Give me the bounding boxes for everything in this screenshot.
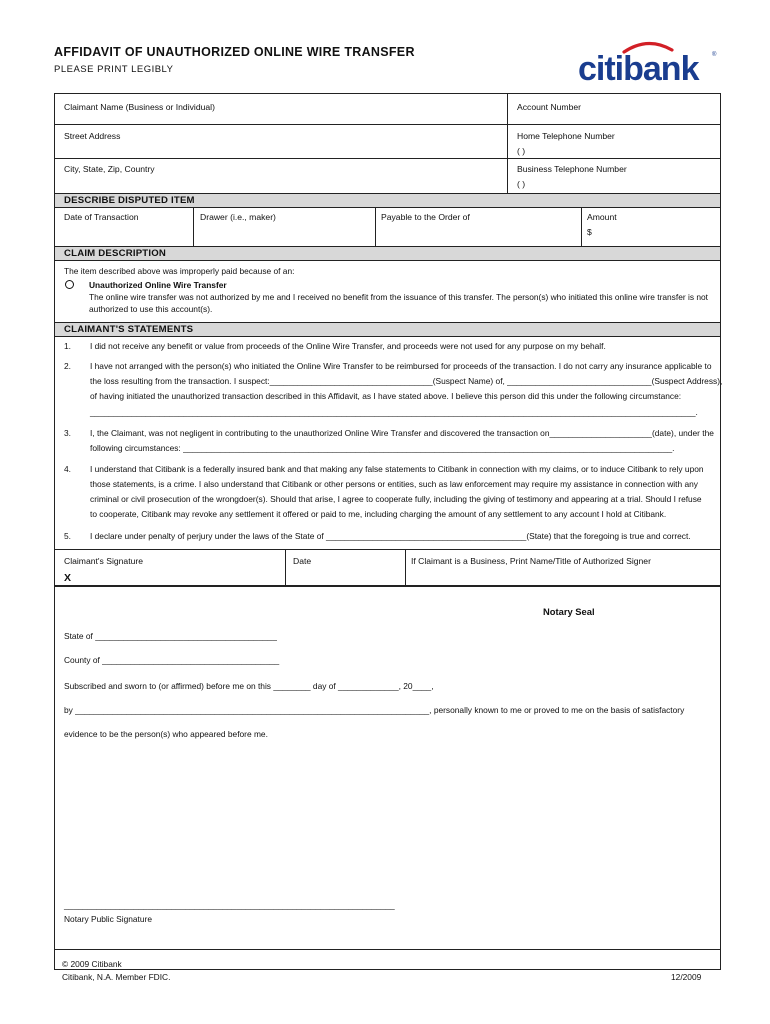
statement-3-line-2: following circumstances: _________________________________________________________________________________________________________.: [90, 443, 675, 453]
home-phone-label: Home Telephone Number: [517, 131, 615, 141]
statement-3-line-1: I, the Claimant, was not negligent in contributing to the unauthorized Online Wire Transfer and discovered the transaction on______________________(date), under the: [90, 428, 714, 438]
page-subtitle: PLEASE PRINT LEGIBLY: [54, 64, 174, 75]
amount-dollar-sign: $: [587, 227, 592, 237]
statement-4-line-2: those statements, is a crime. I also understand that Citibank or other persons or entities, such as law enforcement may require my assistance in connection with any: [90, 479, 698, 489]
city-state-label: City, State, Zip, Country: [64, 164, 155, 174]
notary-state-line: State of _______________________________________: [64, 631, 277, 641]
statement-2-number: 2.: [64, 361, 71, 371]
home-phone-parens: ( ): [517, 146, 526, 156]
claim-description-title: CLAIM DESCRIPTION: [64, 248, 167, 259]
business-phone-label: Business Telephone Number: [517, 164, 627, 174]
payable-to-label: Payable to the Order of: [381, 212, 470, 222]
footer-member-fdic: Citibank, N.A. Member FDIC.: [62, 972, 171, 982]
street-address-label: Street Address: [64, 131, 121, 141]
statement-3-number: 3.: [64, 428, 71, 438]
statement-2-line-2: the loss resulting from the transaction. I suspect:___________________________________(Suspect Name) of, _______________________________(Suspect Address),: [90, 376, 723, 386]
statement-2-line-3: of having initiated the unauthorized transaction described in this Affidavit, as I have stated above. I believe this person did this under the following circumstance:: [90, 391, 682, 401]
drawer-label: Drawer (i.e., maker): [200, 212, 276, 222]
signature-date-label: Date: [293, 556, 312, 566]
statement-2-line-1: I have not arranged with the person(s) who initiated the Online Wire Transfer to be reimbursed for proceeds of the transaction. I do not carry any insurance applicable to: [90, 361, 712, 371]
unauthorized-transfer-text: The online wire transfer was not authorized by me and I received no benefit from the issuance of this transfer. The person(s) who initiated this online wire transfer is not authorized to use this account(s).: [89, 292, 708, 314]
statement-5-text: I declare under penalty of perjury under the laws of the State of ___________________________________________(State) that the foregoing is true and correct.: [90, 531, 691, 541]
signature-x-mark: X: [64, 572, 72, 584]
statement-1-number: 1.: [64, 341, 71, 351]
date-of-transaction-label: Date of Transaction: [64, 212, 139, 222]
unauthorized-transfer-radio[interactable]: [65, 280, 74, 289]
footer-copyright: © 2009 Citibank: [62, 959, 122, 969]
statement-2-line-4: __________________________________________________________________________________________________________________________________.: [90, 407, 698, 417]
claimant-signature-label: Claimant's Signature: [64, 556, 144, 566]
svg-text:®: ®: [712, 52, 717, 58]
account-number-label: Account Number: [517, 102, 582, 112]
page-title: AFFIDAVIT OF UNAUTHORIZED ONLINE WIRE TRANSFER: [54, 45, 415, 59]
notary-seal-label: Notary Seal: [543, 606, 595, 617]
logo-text: citibank: [578, 50, 699, 84]
statement-1-text: I did not receive any benefit or value from proceeds of the Online Wire Transfer, and proceeds were not used for any purpose on my behalf.: [90, 341, 606, 351]
business-phone-parens: ( ): [517, 179, 526, 189]
citibank-logo: [578, 40, 718, 84]
statement-5-number: 5.: [64, 531, 71, 541]
statement-4-line-1: I understand that Citibank is a federally insured bank and that making any false statements to Citibank in connection with my claims, or to induce Citibank to rely upon: [90, 464, 704, 474]
statement-4-line-4: to cooperate, Citibank may revoke any settlement it offered or paid to me, including charging the amount of any settlement to any account I hold at Citibank.: [90, 509, 667, 519]
amount-label: Amount: [587, 212, 617, 222]
claim-intro: The item described above was improperly paid because of an:: [64, 266, 295, 276]
statements-title: CLAIMANT'S STATEMENTS: [64, 324, 194, 335]
statement-4-line-3: criminal or civil prosecution of the wrongdoer(s). Should that arise, I agree to cooperate fully, including the giving of testimony and appearing at a trial. Should I refuse: [90, 494, 702, 504]
affidavit-form: [54, 93, 721, 970]
notary-county-line: County of ______________________________________: [64, 655, 280, 665]
unauthorized-transfer-label: Unauthorized Online Wire Transfer: [89, 280, 227, 290]
statement-4-number: 4.: [64, 464, 71, 474]
disputed-item-title: DESCRIBE DISPUTED ITEM: [64, 195, 195, 206]
authorized-signer-label: If Claimant is a Business, Print Name/Title of Authorized Signer: [411, 556, 651, 566]
notary-signature-line: _______________________________________________________________________: [64, 900, 395, 910]
notary-sworn-line: Subscribed and sworn to (or affirmed) before me on this ________ day of _____________, 20____,: [64, 681, 434, 691]
footer-form-date: 12/2009: [671, 972, 702, 982]
claimant-name-label: Claimant Name (Business or Individual): [64, 102, 215, 112]
notary-evidence-line: evidence to be the person(s) who appeared before me.: [64, 729, 268, 739]
notary-by-line: by ____________________________________________________________________________, personally known to me or proved to me on the basis of satisfactory: [64, 705, 685, 715]
notary-signature-label: Notary Public Signature: [64, 914, 152, 924]
